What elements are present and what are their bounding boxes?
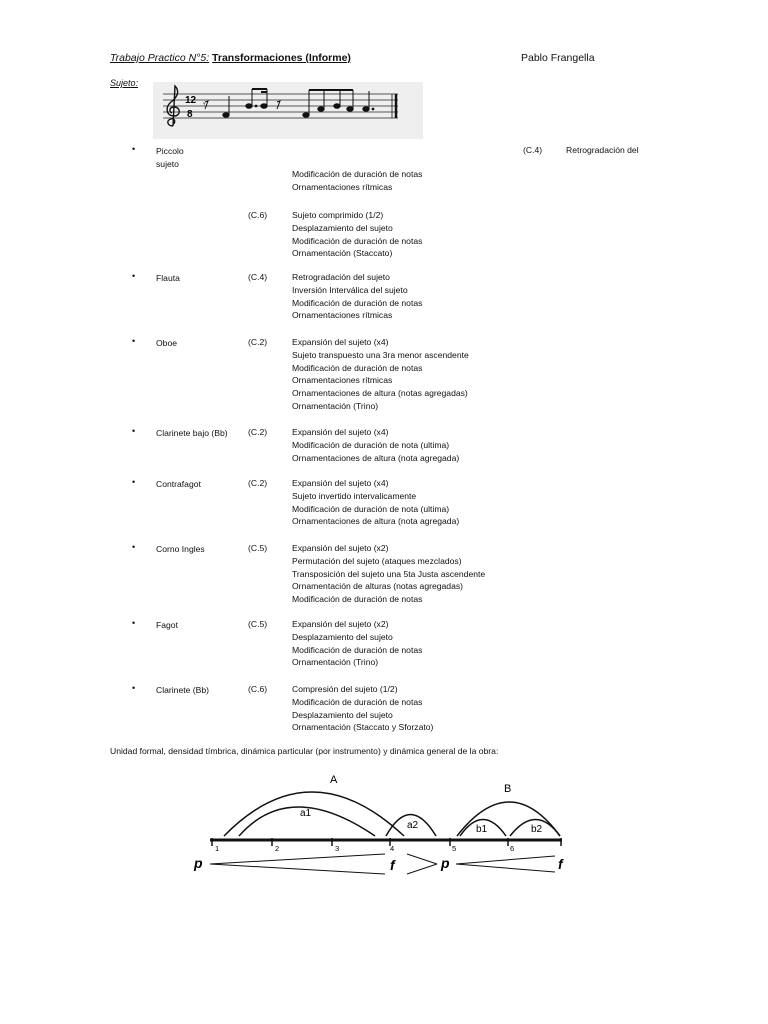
transformation-line: Sujeto transpuesto una 3ra menor ascendente xyxy=(292,349,469,360)
transformation-line: Transposición del sujeto una 5ta Justa ascendente xyxy=(292,568,486,579)
bullet-icon: • xyxy=(132,271,136,281)
arc-B xyxy=(457,802,560,836)
label-b2: b2 xyxy=(531,824,543,835)
bullet-icon: • xyxy=(132,144,136,154)
sujeto-label: Sujeto: xyxy=(110,78,139,88)
instrument-name: Contrafagot xyxy=(156,479,201,489)
header-title: Transformaciones (Informe) xyxy=(212,52,351,64)
transformation-line: Ornamentación (Staccato) xyxy=(292,248,393,259)
transformation-line: Modificación de duración de notas xyxy=(292,169,423,179)
score-staff xyxy=(153,82,423,139)
mark-2: 2 xyxy=(275,844,280,853)
time-sig-top: 12 xyxy=(185,95,197,106)
instrument-name: Clarinete bajo (Bb) xyxy=(156,428,228,438)
crescendo-hairpin-2 xyxy=(456,856,555,872)
dynamic-p-mid: p xyxy=(441,855,450,871)
transformation-line: Ornamentaciones de altura (nota agregada) xyxy=(292,516,460,527)
instrument-name: Clarinete (Bb) xyxy=(156,685,210,695)
mark-6: 6 xyxy=(510,844,515,853)
dynamic-f-mid: f xyxy=(390,857,395,873)
label-A: A xyxy=(330,774,338,786)
score-notes xyxy=(223,89,374,117)
transformation-line: Ornamentación de alturas (notas agregadas) xyxy=(292,581,464,592)
transformation-line: Modificación de duración de notas xyxy=(292,696,423,707)
bullet-icon: • xyxy=(132,477,136,487)
instrument-code: (C.4) xyxy=(248,272,268,282)
transformation-line: Modificación de duración de nota (ultima) xyxy=(292,439,450,450)
instrument-code: (C.2) xyxy=(248,337,268,347)
mark-4: 4 xyxy=(390,844,395,853)
instrument-code: (C.2) xyxy=(248,478,268,488)
transformation-line: Permutación del sujeto (ataques mezclados) xyxy=(292,555,462,566)
dynamic-f-end: f xyxy=(558,856,563,872)
transformation-line: Ornamentación (Trino) xyxy=(292,657,379,668)
transformation-line: Ornamentación (Trino) xyxy=(292,401,379,411)
instrument-name: Piccolo xyxy=(156,146,184,156)
instrument-code: (C.6) xyxy=(248,684,268,694)
instrument-name: Flauta xyxy=(156,273,180,283)
transformation-line: Ornamentaciones de altura (notas agregadas) xyxy=(292,388,468,399)
transformation-line: Desplazamiento del sujeto xyxy=(292,709,393,720)
transformation-line: Modificación de duración de notas xyxy=(292,297,423,308)
time-sig-bottom: 8 xyxy=(187,109,193,120)
instrument-name: Oboe xyxy=(156,338,178,348)
transformation-line: Ornamentaciones rítmicas xyxy=(292,375,393,386)
transformation-line: Desplazamiento del sujeto xyxy=(292,631,393,642)
transformation-line: Modificación de duración de notas xyxy=(292,644,423,655)
mark-1: 1 xyxy=(215,844,220,853)
instrument-name: Fagot xyxy=(156,620,178,630)
bullet-icon: • xyxy=(132,426,136,436)
transformation-line: Ornamentaciones de altura (nota agregada) xyxy=(292,452,460,463)
author-name: Pablo Frangella xyxy=(521,52,595,64)
transformation-line: Ornamentaciones rítmicas xyxy=(292,181,393,192)
instrument-name: Corno Ingles xyxy=(156,544,205,554)
transformation-line: Desplazamiento del sujeto xyxy=(292,222,393,233)
transformation-line: Expansión del sujeto (x2) xyxy=(292,619,389,629)
bullet-icon: • xyxy=(132,336,136,346)
dynamic-p-start: p xyxy=(194,855,203,871)
instrument-name-continued: sujeto xyxy=(156,158,179,169)
transformation-line: Expansión del sujeto (x4) xyxy=(292,427,389,437)
instrument-code: (C.5) xyxy=(248,619,268,629)
transformation-line: Modificación de duración de notas xyxy=(292,235,423,246)
transformation-line: Expansión del sujeto (x4) xyxy=(292,337,389,347)
transformation-line: Ornamentación (Staccato y Sforzato) xyxy=(292,722,434,733)
subject-score xyxy=(153,82,423,139)
bullet-icon: • xyxy=(132,542,136,552)
form-diagram xyxy=(190,768,590,883)
instrument-code: (C.6) xyxy=(248,210,268,220)
form-title: Unidad formal, densidad tímbrica, dinámica particular (por instrumento) y dinámica general de la obra: xyxy=(110,746,499,756)
transformation-line: Sujeto comprimido (1/2) xyxy=(292,210,384,220)
transformation-line: Modificación de duración de nota (ultima) xyxy=(292,503,450,514)
label-B: B xyxy=(504,783,512,795)
bullet-icon: • xyxy=(132,683,136,693)
transformation-line: Ornamentaciones rítmicas xyxy=(292,310,393,321)
label-a2: a2 xyxy=(407,820,419,831)
instrument-code: (C.5) xyxy=(248,543,268,553)
eighth-rest-icon: 𝄾 xyxy=(203,99,206,109)
transformation-line: Modificación de duración de notas xyxy=(292,594,423,605)
transformation-line: Expansión del sujeto (x4) xyxy=(292,478,389,488)
crescendo-hairpin xyxy=(210,854,385,874)
label-a1: a1 xyxy=(300,808,312,819)
header-prefix: Trabajo Practico N°5: xyxy=(110,52,210,64)
mark-5: 5 xyxy=(452,844,457,853)
instrument-code: (C.4) xyxy=(523,145,543,155)
decrescendo-hairpin xyxy=(407,854,437,874)
transformation-line: Modificación de duración de notas xyxy=(292,362,423,373)
transformation-line: Retrogradación del sujeto xyxy=(292,272,390,282)
transformation-line: Inversión Interválica del sujeto xyxy=(292,284,408,295)
transformation-line: Compresión del sujeto (1/2) xyxy=(292,684,398,694)
mark-3: 3 xyxy=(335,844,340,853)
transformation-line: Expansión del sujeto (x2) xyxy=(292,543,389,553)
arc-A xyxy=(224,792,404,836)
page-header xyxy=(110,52,351,64)
instrument-code: (C.2) xyxy=(248,427,268,437)
label-b1: b1 xyxy=(476,824,488,835)
bullet-icon: • xyxy=(132,618,136,628)
transformation-line: Sujeto invertido intervalicamente xyxy=(292,490,417,501)
transformation-line: Retrogradación del xyxy=(566,145,639,155)
rest-mark-icon xyxy=(205,101,208,109)
